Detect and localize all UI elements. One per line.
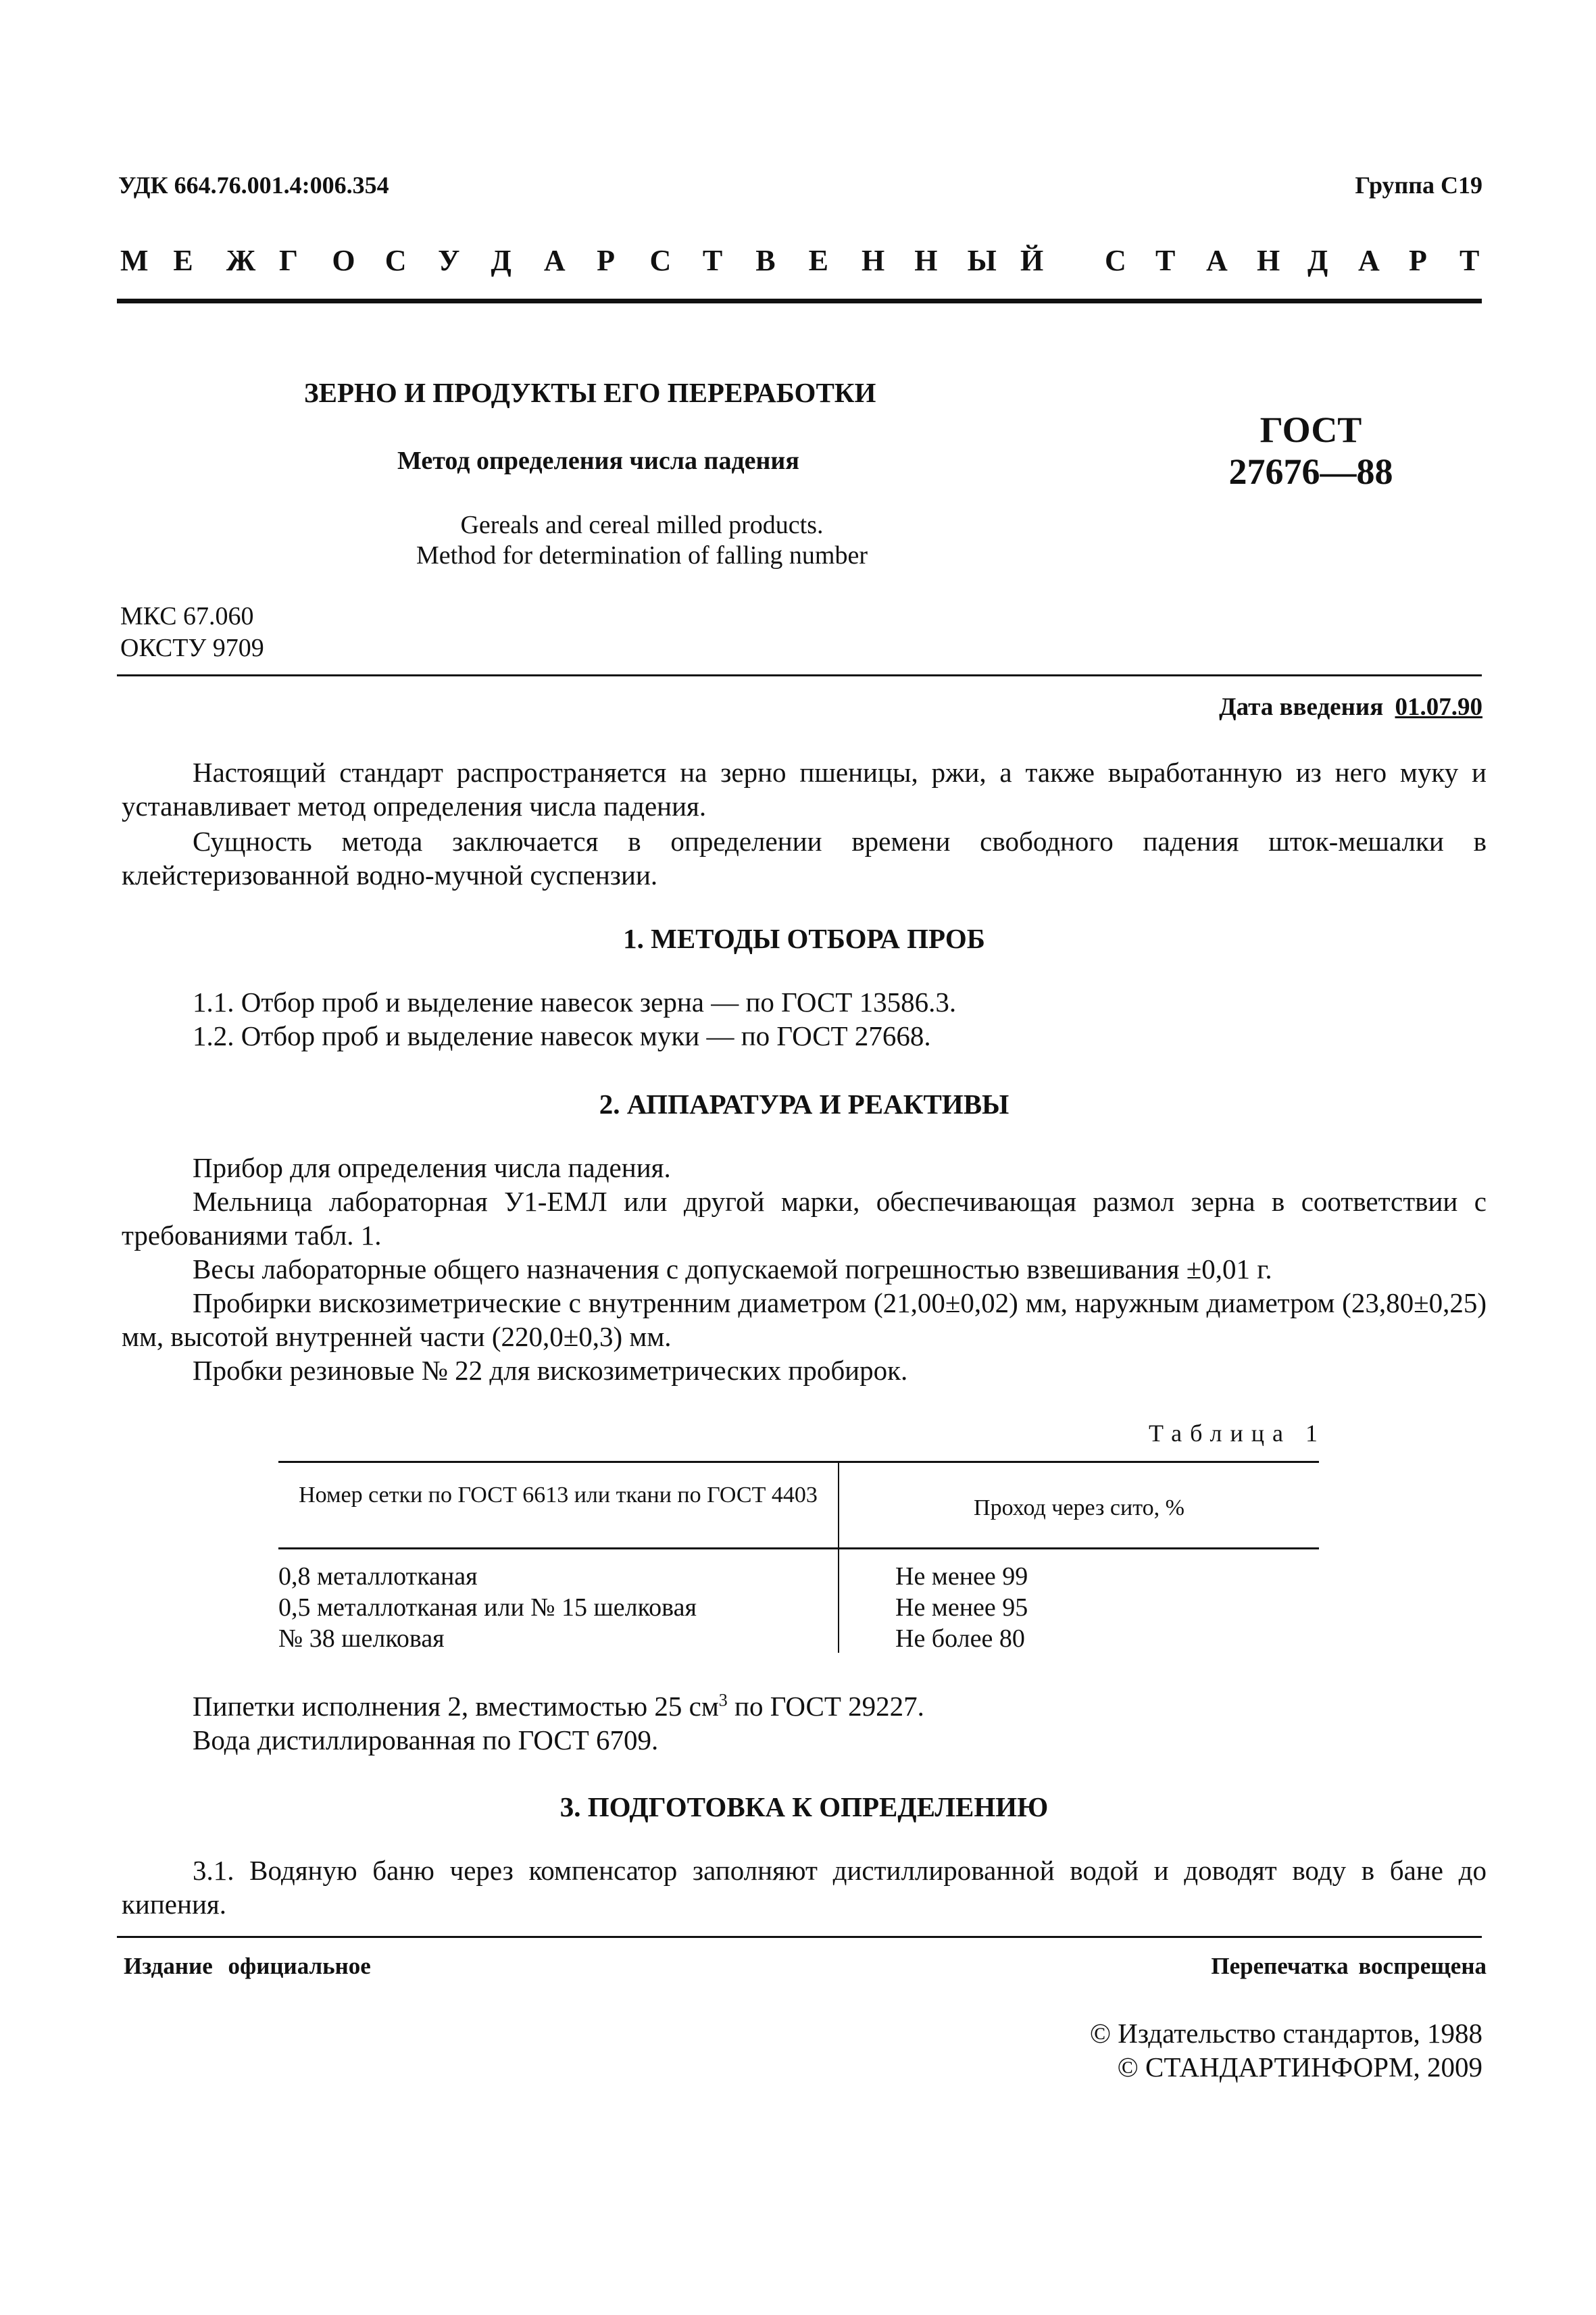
banner-letter: О [332,244,355,277]
table-row [278,1561,697,1592]
table-cell-pass: Не менее 95 [895,1593,1028,1622]
udk-code: УДК 664.76.001.4:006.354 [118,172,389,199]
footer-official-edition: Издание официальное [124,1953,371,1979]
banner-letter: Е [173,244,193,277]
banner-letter: Т [702,244,723,277]
footer-rule [117,1936,1482,1938]
section-2-paragraph-1: Прибор для определения числа падения. [193,1152,671,1183]
copyright-1988: © Издательство стандартов, 1988 [1089,2018,1482,2049]
section-2-paragraph-7: Вода дистиллированная по ГОСТ 6709. [193,1724,659,1756]
banner-letter: Й [1020,244,1044,277]
banner-letter: Н [914,244,938,277]
table-1-caption: Таблица 1 [1149,1420,1326,1447]
section-2-paragraph-4: Пробирки вискозиметрические с внутренним диаметром (21,00±0,02) мм, наружным диаметром (23,80±0,25) мм, высотой внутренней части (220,0±0,3) мм. [122,1287,1487,1352]
pipette-text: Пипетки исполнения 2, вместимостью 25 см [193,1691,719,1722]
table-top-rule [278,1461,1319,1463]
gost-label: ГОСТ [1260,409,1362,450]
copyright-2009: © СТАНДАРТИНФОРМ, 2009 [1117,2051,1482,2083]
section-3-paragraph-1: 3.1. Водяную баню через компенсатор заполняют дистиллированной водой и доводят воду в бане до кипения. [122,1855,1487,1920]
table-col2-header: Проход через сито, % [974,1495,1184,1520]
intro-date-value: 01.07.90 [1395,693,1482,721]
standard-banner [0,243,1596,284]
section-2-paragraph-6 [122,1689,1487,1723]
section-1-heading: 1. МЕТОДЫ ОТБОРА ПРОБ [623,923,985,954]
banner-letter: С [649,244,672,277]
section-1-item-1: 1.1. Отбор проб и выделение навесок зерна — по ГОСТ 13586.3. [193,987,957,1018]
banner-letter: В [755,244,776,277]
table-cell-pass: Не менее 99 [895,1562,1028,1591]
title-en-line2: Method for determination of falling number [416,541,868,570]
intro-paragraph-2: Сущность метода заключается в определении времени свободного падения шток-мешалки в клейстеризованной водно-мучной суспензии. [122,826,1487,891]
table-row [278,1623,697,1654]
banner-letter: Ы [967,244,997,277]
codes-rule [117,674,1482,676]
section-2-heading: 2. АППАРАТУРА И РЕАКТИВЫ [599,1089,1009,1120]
gost-number: 27676—88 [1228,451,1393,492]
table-column-divider [838,1461,839,1653]
section-3-heading: 3. ПОДГОТОВКА К ОПРЕДЕЛЕНИЮ [559,1791,1049,1822]
banner-letter: Н [861,244,885,277]
pipette-text-end: по ГОСТ 29227. [727,1691,924,1722]
banner-letter: Т [1460,244,1480,277]
banner-rule [117,299,1482,303]
section-1-item-2: 1.2. Отбор проб и выделение навесок муки — по ГОСТ 27668. [193,1020,931,1051]
banner-letter: С [1105,244,1126,277]
banner-letter: Т [1155,244,1176,277]
banner-letter: Г [279,244,299,277]
banner-letter: Н [1257,244,1280,277]
section-2-paragraph-3: Весы лабораторные общего назначения с допускаемой погрешностью взвешивания ±0,01 г. [193,1253,1272,1285]
intro-paragraph-1: Настоящий стандарт распространяется на зерно пшеницы, ржи, а также выработанную из него муку и устанавливает метод определения числа падения. [122,757,1487,822]
banner-letter: Ж [226,244,256,277]
banner-letter: А [543,244,566,277]
table-cell-mesh: № 38 шелковая [278,1624,445,1653]
table-body-col1 [278,1561,697,1654]
table-body-col2 [895,1561,1028,1654]
banner-letter: М [120,244,149,277]
section-2-paragraph-2: Мельница лабораторная У1-ЕМЛ или другой марки, обеспечивающая размол зерна в соответствии с требованиями табл. 1. [122,1186,1487,1251]
banner-letter: А [1206,244,1228,277]
banner-letter: Д [491,244,512,277]
banner-letter: А [1358,244,1380,277]
banner-letter: Д [1307,244,1328,277]
intro-date [1219,693,1482,722]
banner-letter: Р [1409,244,1427,277]
banner-letter: С [384,244,407,277]
table-row [278,1592,697,1623]
mks-code: МКС 67.060 [120,602,254,630]
section-2-paragraph-5: Пробки резиновые № 22 для вискозиметрических пробирок. [193,1355,908,1386]
banner-letter: Е [808,244,828,277]
intro-date-label: Дата введения [1219,693,1384,721]
table-col1-header: Номер сетки по ГОСТ 6613 или ткани по ГОСТ 4403 [299,1483,818,1508]
banner-letter: Р [597,244,616,277]
pipette-superscript: 3 [718,1690,728,1710]
footer-reprint-prohibited: Перепечатка воспрещена [1211,1953,1487,1979]
table-header-rule [278,1547,1319,1549]
title-main: ЗЕРНО И ПРОДУКТЫ ЕГО ПЕРЕРАБОТКИ [304,377,876,408]
okstu-code: ОКСТУ 9709 [120,634,264,662]
table-cell-mesh: 0,8 металлотканая [278,1562,478,1591]
table-cell-mesh: 0,5 металлотканая или № 15 шелковая [278,1593,697,1622]
banner-letter: У [438,244,460,277]
group-code: Группа С19 [1355,172,1482,199]
title-en-line1: Gereals and cereal milled products. [460,511,824,539]
title-sub: Метод определения числа падения [397,447,799,475]
table-cell-pass: Не более 80 [895,1624,1025,1653]
